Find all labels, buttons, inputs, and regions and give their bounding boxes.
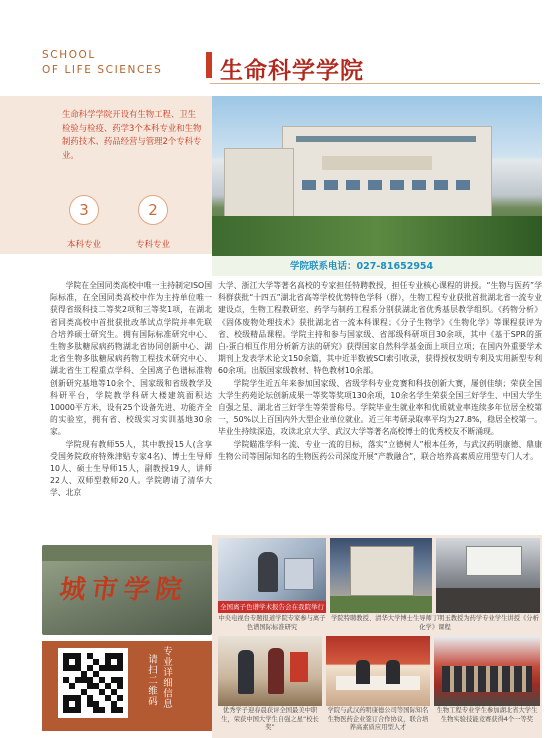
- gallery-photo-competition: [434, 636, 540, 706]
- campus-stone-photo: [42, 545, 212, 635]
- undergrad-label: 本科专业: [66, 240, 101, 250]
- building-photo: [212, 96, 542, 256]
- junior-label: 专科专业: [135, 240, 170, 250]
- gallery-caption: 优秀学子迎春晨获评全国最美中职生，荣获中国大学生自强之星“校长奖”: [221, 707, 319, 731]
- paragraph: 学院现有教师55人，其中教授15人(含享受国务院政府特殊津贴专家4名)、博士生导师10人、硕士生导师15人，副教授19人，讲师22人、双师型教师20人。学院聘请了清华大学、北京: [50, 439, 212, 498]
- body-column-left: [50, 280, 212, 500]
- gallery-caption: 学院与武汉药明康德公司等国际知名生物医药企业签订合作协议，联合培养高素质应用型人才: [327, 707, 429, 731]
- title-accent-bar: [206, 52, 212, 78]
- gallery-caption: 学院特聘教授、清华大学博士生导师丁明玉教授为药学专业学生讲授《分析化学》课程: [331, 615, 539, 631]
- paragraph: 学院在全国同类高校中唯一主持制定ISO国际标准，在全国同类高校中作为主持单位唯一获得省级科技二等奖2项和三等奖1项，在湖北省同类高校中首批获批改革试点学院并率先联合培养硕士研究生。拥有国际标准研究中心、生物多肽糖尿病药物湖北省协同创新中心、湖北省生物多肽糖尿病药物工程技术研究中心、湖北省生工程重点学科、全国离子色谱标准物创新研究基地等10余个、国家级和省级教学及科研平台，学院教学科研大楼建筑面积达10000平方米，设有25个设备先进、功能齐全的实验室，拥有省、校级实习实训基地30余家。: [50, 281, 212, 437]
- gallery-photo-building: [330, 538, 432, 613]
- page-title: 生命科学学院: [220, 57, 364, 84]
- gallery-photo-lecture: [436, 538, 540, 613]
- school-english-name: [42, 48, 192, 78]
- stone-inscription: 城市学院: [57, 575, 190, 605]
- gallery-photo-cctv: [218, 538, 326, 613]
- qr-code[interactable]: [58, 648, 128, 718]
- junior-count: 2: [138, 195, 168, 225]
- gallery-caption: 生物工程专业学生参加湖北省大学生生物实验技能竞赛获得4个一等奖: [436, 707, 538, 723]
- qr-hint-col1: 专业详细信息: [161, 646, 172, 709]
- intro-text: 生命科学学院开设有生物工程、卫生检验与检疫、药学3个本科专业和生物制药技术、药品经营与管理2个专科专业。: [62, 109, 202, 160]
- gallery-banner: 全国离子色谱学术报告会在我院举行: [220, 603, 324, 611]
- paragraph: 学院瞄准学科一流、专业一流的目标，落实“立德树人”根本任务，与武汉药明康德、鼎康生物公司等国际知名的生物医药公司深度开展“产教融合”，联合培养高素质应用型专门人才。: [218, 439, 542, 461]
- gallery-caption: 中央电视台专题报道学院专家参与离子色谱国际标准研究: [218, 615, 326, 631]
- paragraph: 大学、浙江大学等著名高校的专家担任特聘教授，担任专业核心课程的讲授。“生物与医药”学科群获批“十四五”湖北省高等学校优势特色学科（群），生物工程专业获批首批湖北省一流专业建设点，生物工程教研室、药学与制药工程系分别获湖北省优秀基层教学组织。《药物分析》《固体废物处理技术》获批湖北省一流本科课程；《分子生物学》《生物化学》等课程获评为省、校级精品课程。学院主持和参与国家级、省部级科研项目30余项，其中《基于SPR的蛋白-蛋白相互作用分析新方法的研究》获得国家自然科学基金面上项目立项；在国内外重要学术期刊上发表学术论文150余篇，其中近半数被SCI索引收录，获得授权发明专利及实用新型专利60余项。出版国家级教材、特色教材10余部。: [218, 281, 542, 376]
- qr-hint-col2: 请扫二维码: [146, 654, 157, 707]
- paragraph: 学院学生近五年来参加国家级、省级学科专业竞赛和科技创新大赛，屡创佳绩；荣获全国大学生药苑论坛创新成果一等奖等奖项130余项，10余名学生荣获全国三好学生、中国大学生自强之星、湖北省三好学生等荣誉称号。学院毕业生就业率和优质就业率连续多年位居全校第一，50%以上百国内外大型企业单位就业。近三年考研录取率平均为27.8%，稳居全校第一。毕业生持续深造，攻读北京大学、武汉大学等著名高校博士的优秀校友不断涌现。: [218, 378, 542, 437]
- undergrad-count: 3: [69, 195, 99, 225]
- body-column-right: [218, 280, 542, 463]
- school-en-line1: SCHOOL: [42, 49, 96, 61]
- gallery-photo-signing: [326, 636, 430, 706]
- school-en-line2: OF LIFE SCIENCES: [42, 64, 163, 76]
- gallery-photo-award: [218, 636, 322, 706]
- contact-phone: 学院联系电话：027-81652954: [290, 261, 434, 272]
